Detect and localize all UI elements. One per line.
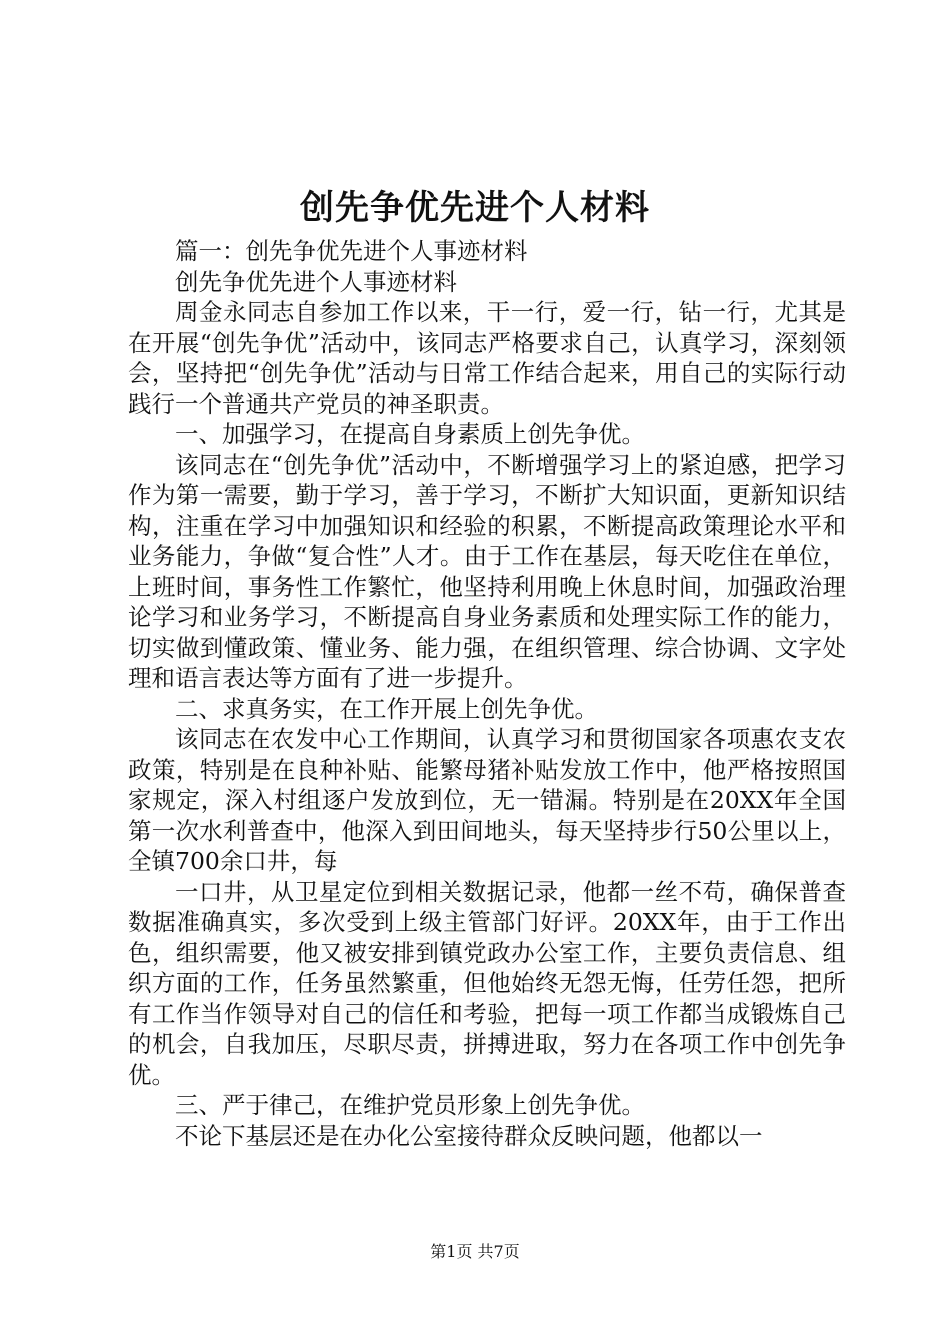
document-body bbox=[128, 236, 846, 1151]
body-paragraph: 周金永同志自参加工作以来，干一行，爱一行，钻一行，尤其是在开展“创先争优”活动中，该同志严格要求自己，认真学习，深刻领会，坚持把“创先争优”活动与日常工作结合起来，用自己的实际行动践行一个普通共产党员的神圣职责。 bbox=[128, 298, 846, 418]
section-heading: 篇一：创先争优先进个人事迹材料 bbox=[175, 237, 528, 265]
section-heading: 三、严于律己，在维护党员形象上创先争优。 bbox=[175, 1091, 645, 1119]
section-heading: 二、求真务实，在工作开展上创先争优。 bbox=[175, 694, 598, 723]
page-number-footer: 第1页 共7页 bbox=[430, 1242, 520, 1261]
section-heading: 一、加强学习，在提高自身素质上创先争优。 bbox=[175, 420, 645, 448]
body-paragraph: 不论下基层还是在办化公室接待群众反映问题，他都以一 bbox=[175, 1121, 763, 1150]
body-paragraph: 该同志在“创先争优”活动中，不断增强学习上的紧迫感，把学习作为第一需要，勤于学习，善于学习，不断扩大知识面，更新知识结构，注重在学习中加强知识和经验的积累，不断提高政策理论水平和业务能力，争做“复合性”人才。由于工作在基层，每天吃住在单位，上班时间，事务性工作繁忙，他坚持利用晚上休息时间，加强政治理论学习和业务学习，不断提高自身业务素质和处理实际工作的能力，切实做到懂政策、懂业务、能力强，在组织管理、综合协调、文字处理和语言表达等方面有了进一步提升。 bbox=[128, 450, 846, 692]
body-paragraph: 该同志在农发中心工作期间，认真学习和贯彻国家各项惠农支农政策，特别是在良种补贴、能繁母猪补贴发放工作中，他严格按照国家规定，深入村组逐户发放到位，无一错漏。特别是在20XX年全国第一次水利普查中，他深入到田间地头，每天坚持步行50公里以上，全镇700余口井，每 bbox=[128, 725, 846, 875]
document-title: 创先争优先进个人材料 bbox=[300, 188, 650, 228]
subtitle-paragraph: 创先争优先进个人事迹材料 bbox=[175, 267, 457, 296]
body-paragraph: 一口井，从卫星定位到相关数据记录，他都一丝不苟，确保普查数据准确真实，多次受到上级主管部门好评。20XX年，由于工作出色，组织需要，他又被安排到镇党政办公室工作，主要负责信息、组织方面的工作，任务虽然繁重，但他始终无怨无悔，任劳任怨，把所有工作当作领导对自己的信任和考验，把每一项工作都当成锻炼自己的机会，自我加压，尽职尽责，拼搏进取，努力在各项工作中创先争优。 bbox=[128, 877, 846, 1089]
